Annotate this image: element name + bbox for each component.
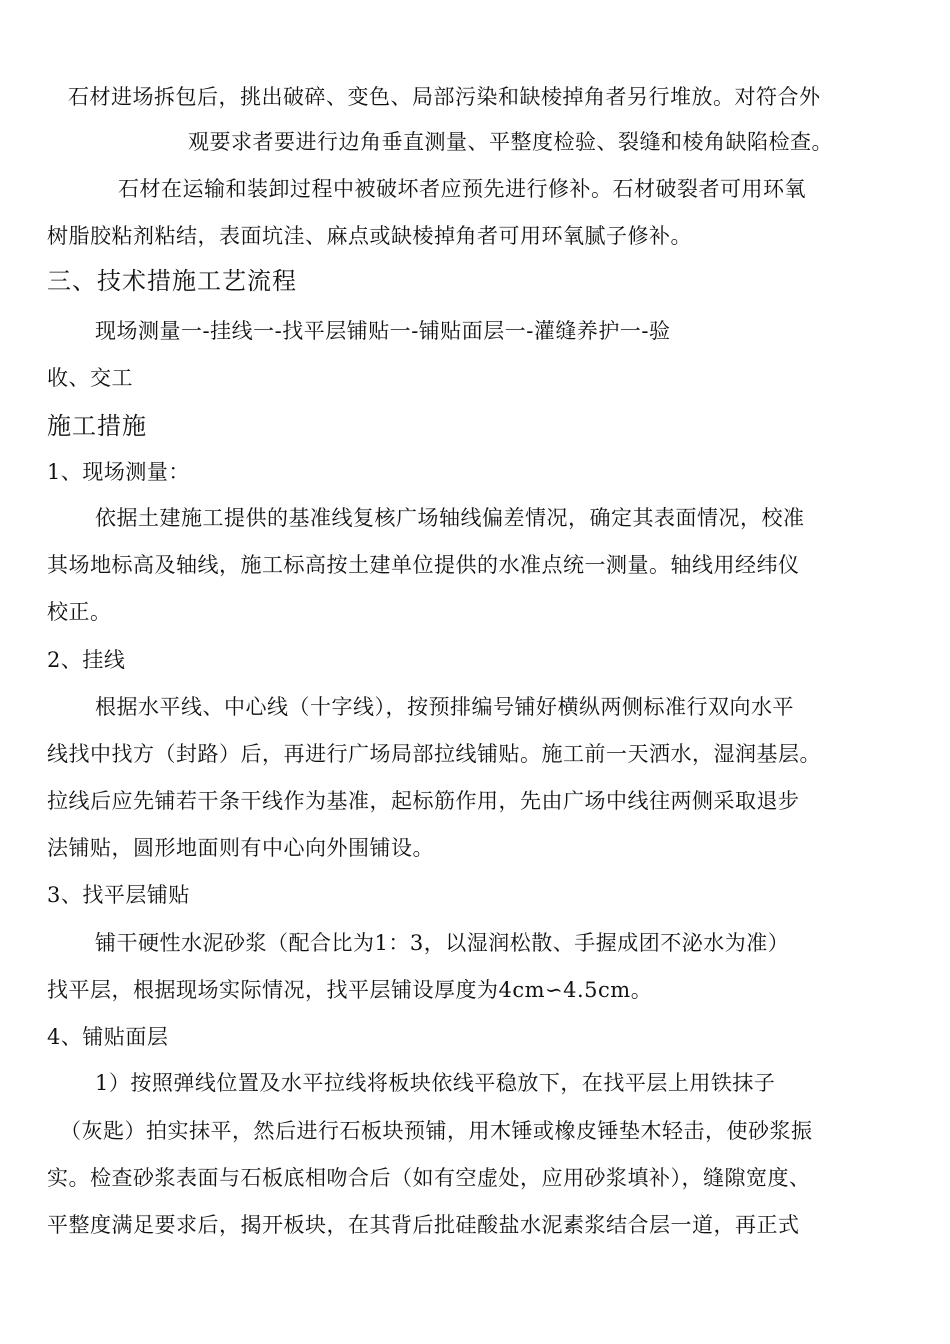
text-line: 石材进场拆包后，挑出破碎、变色、局部污染和缺棱掉角者另行堆放。对符合外 xyxy=(68,85,821,109)
subheading: 4、铺贴面层 xyxy=(47,1025,169,1049)
text-line: 平整度满足要求后，揭开板块，在其背后批硅酸盐水泥素浆结合层一道，再正式 xyxy=(47,1213,800,1237)
text-line: 实。检查砂浆表面与石板底相吻合后（如有空虚处，应用砂浆填补），缝隙宽度、 xyxy=(47,1166,811,1190)
subheading: 1、现场测量： xyxy=(47,460,190,484)
text-line: 收、交工 xyxy=(47,366,133,390)
text-line: 石材在运输和装卸过程中被破坏者应预先进行修补。石材破裂者可用环氧 xyxy=(118,177,806,201)
text-line: （灰匙）拍实抹平，然后进行石板块预铺，用木锤或橡皮锤垫木轻击，使砂浆振 xyxy=(60,1119,813,1143)
section-heading: 三、技术措施工艺流程 xyxy=(47,267,297,295)
subheading: 2、挂线 xyxy=(47,648,126,672)
text-line: 找平层，根据现场实际情况，找平层铺设厚度为4cm∽4.5cm。 xyxy=(47,978,653,1002)
subheading: 3、找平层铺贴 xyxy=(47,883,190,907)
text-line: 校正。 xyxy=(47,600,112,624)
text-line: 现场测量一-挂线一-找平层铺贴一-铺贴面层一-灌缝养护一-验 xyxy=(95,319,671,343)
text-line: 根据水平线、中心线（十字线），按预排编号铺好横纵两侧标准行双向水平 xyxy=(95,695,794,719)
text-line: 其场地标高及轴线，施工标高按土建单位提供的水准点统一测量。轴线用经纬仪 xyxy=(47,553,800,577)
text-line: 树脂胶粘剂粘结，表面坑洼、麻点或缺棱掉角者可用环氧腻子修补。 xyxy=(47,224,692,248)
text-line: 线找中找方（封路）后，再进行广场局部拉线铺贴。施工前一天洒水，湿润基层。 xyxy=(47,742,821,766)
text-line: 拉线后应先铺若干条干线作为基准，起标筋作用，先由广场中线往两侧采取退步 xyxy=(47,789,800,813)
text-line: 观要求者要进行边角垂直测量、平整度检验、裂缝和棱角缺陷检查。 xyxy=(188,130,833,154)
text-line: 法铺贴，圆形地面则有中心向外围铺设。 xyxy=(47,836,434,860)
text-line: 依据土建施工提供的基准线复核广场轴线偏差情况，确定其表面情况，校准 xyxy=(95,506,805,530)
text-line: 1）按照弹线位置及水平拉线将板块依线平稳放下，在找平层上用铁抹子 xyxy=(95,1071,776,1095)
section-heading: 施工措施 xyxy=(47,412,147,440)
text-line: 铺干硬性水泥砂浆（配合比为1：3，以湿润松散、手握成团不泌水为准） xyxy=(95,931,790,955)
